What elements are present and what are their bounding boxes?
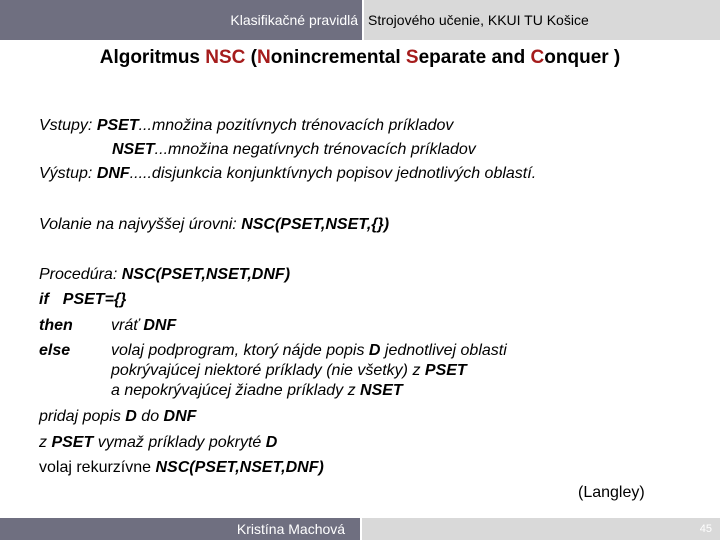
input-line-nset	[112, 140, 476, 159]
remove-line	[39, 433, 277, 452]
title-part: (	[245, 47, 258, 68]
footer-right-bar	[362, 518, 720, 540]
else-line	[39, 341, 507, 360]
else-code: PSET	[424, 362, 467, 379]
title-part: onquer )	[544, 47, 621, 68]
if-keyword: if	[39, 291, 49, 308]
then-line	[39, 316, 176, 335]
header-subject	[364, 0, 720, 40]
input-description: ...množina pozitívnych trénovacích príkladov	[138, 117, 454, 134]
else-line-2	[111, 361, 467, 380]
recursion-text: volaj rekurzívne	[39, 459, 156, 476]
title-part: eparate and	[418, 47, 531, 68]
header-course-title-text: Klasifikačné pravidlá	[230, 12, 358, 28]
if-line	[39, 290, 126, 309]
top-level-call	[39, 215, 389, 234]
else-code: NSET	[360, 382, 403, 399]
recursion-code: NSC(PSET,NSET,DNF)	[155, 459, 324, 476]
else-text: a nepokrývajúcej žiadne príklady z	[111, 382, 361, 399]
add-line	[39, 407, 196, 426]
else-text: jednotlivej oblasti	[380, 342, 507, 359]
call-code: NSC(PSET,NSET,{})	[241, 216, 390, 233]
header-course-title	[0, 0, 362, 40]
else-keyword: else	[39, 342, 71, 359]
title-part: Algoritmus	[99, 47, 206, 68]
output-name: DNF	[96, 165, 130, 182]
citation: (Langley)	[578, 484, 645, 501]
else-text: pokrývajúcej niektoré príklady (nie všetky) z	[111, 362, 425, 379]
footer-author: Kristína Machová	[222, 518, 360, 540]
then-text: vráť	[111, 317, 144, 334]
input-description: ...množina negatívnych trénovacích príkladov	[154, 141, 476, 158]
else-text: volaj podprogram, ktorý nájde popis	[111, 342, 369, 359]
output-label: Výstup:	[39, 165, 97, 182]
add-text: pridaj popis	[39, 408, 126, 425]
output-description: .....disjunkcia konjunktívnych popisov jednotlivých oblastí.	[129, 165, 537, 182]
procedure-signature: NSC(PSET,NSET,DNF)	[121, 266, 291, 283]
input-name: PSET	[96, 117, 139, 134]
remove-text: vymaž príklady pokryté	[93, 434, 266, 451]
add-var: D	[125, 408, 137, 425]
then-keyword: then	[39, 317, 73, 334]
input-label: Vstupy:	[39, 117, 97, 134]
title-part: N	[257, 47, 271, 68]
remove-var: D	[265, 434, 278, 451]
then-code: DNF	[143, 317, 177, 334]
title-part: NSC	[205, 47, 246, 68]
else-line-3	[111, 381, 403, 400]
page-number: 45	[699, 523, 712, 535]
add-code: DNF	[163, 408, 197, 425]
title-part: C	[530, 47, 545, 68]
header-subject-text: Strojového učenie, KKUI TU Košice	[368, 12, 589, 28]
else-description-var: D	[368, 342, 381, 359]
title-part: S	[405, 47, 419, 68]
procedure-header	[39, 265, 290, 284]
input-line-pset	[39, 116, 453, 135]
output-line-dnf	[39, 164, 536, 183]
input-name: NSET	[112, 141, 155, 158]
title-part: onincremental	[270, 47, 406, 68]
remove-code: PSET	[51, 434, 94, 451]
add-text: do	[136, 408, 164, 425]
recursion-line	[39, 458, 324, 477]
procedure-label: Procedúra:	[39, 266, 122, 283]
remove-text: z	[39, 434, 52, 451]
slide-title	[0, 47, 720, 69]
if-condition: PSET={}	[62, 291, 127, 308]
call-label: Volanie na najvyššej úrovni:	[39, 216, 242, 233]
